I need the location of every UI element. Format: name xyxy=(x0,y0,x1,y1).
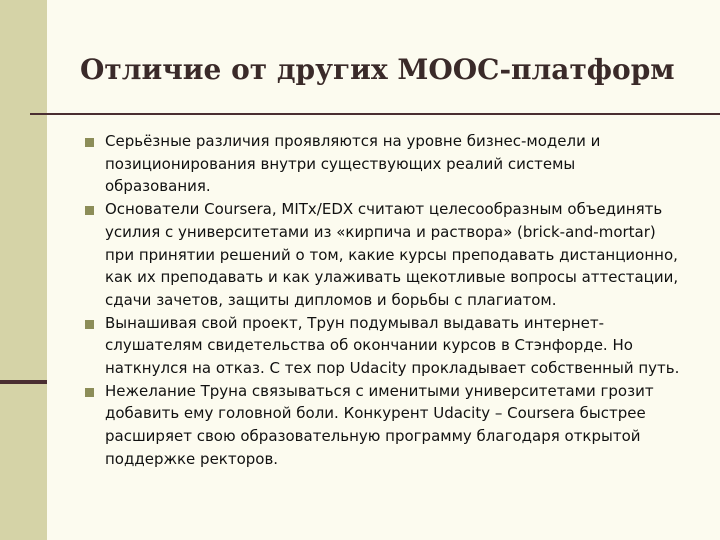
slide-title: Отличие от других МООС-платформ xyxy=(80,53,675,86)
bullet-item xyxy=(85,198,685,312)
square-bullet-icon xyxy=(85,206,94,215)
bullet-text: Нежелание Труна связываться с именитыми университетами грозит добавить ему головной боли. Конкурент Udacity – Coursera быстрее расширяет свою образовательную программу благодаря открытой поддержке ректоров. xyxy=(105,381,654,468)
bullet-item xyxy=(85,130,685,198)
bullet-list xyxy=(85,130,685,471)
bullet-text: Серьёзные различия проявляются на уровне бизнес-модели и позиционирования внутри существующих реалий системы образования. xyxy=(105,132,601,196)
square-bullet-icon xyxy=(85,138,94,147)
title-divider xyxy=(30,113,720,115)
bullet-item xyxy=(85,380,685,471)
square-bullet-icon xyxy=(85,388,94,397)
side-accent-bar xyxy=(0,380,47,384)
bullet-text: Вынашивая свой проект, Трун подумывал выдавать интернет-слушателям свидетельства об окончании курсов в Стэнфорде. Но наткнулся на отказ. С тех пор Udacity прокладывает собственный путь. xyxy=(105,313,680,378)
side-decoration-band xyxy=(0,0,47,540)
bullet-item xyxy=(85,312,685,380)
square-bullet-icon xyxy=(85,320,94,329)
bullet-text: Основатели Coursera, MITx/EDX считают целесообразным объединять усилия с университетами из «кирпича и раствора» (brick-and-mortar) при принятии решений о том, какие курсы преподавать дистанционно, как их преподавать и как улаживать щекотливые вопросы аттестации, сдачи зачетов, защиты дипломов и борьбы с плагиатом. xyxy=(105,200,679,309)
